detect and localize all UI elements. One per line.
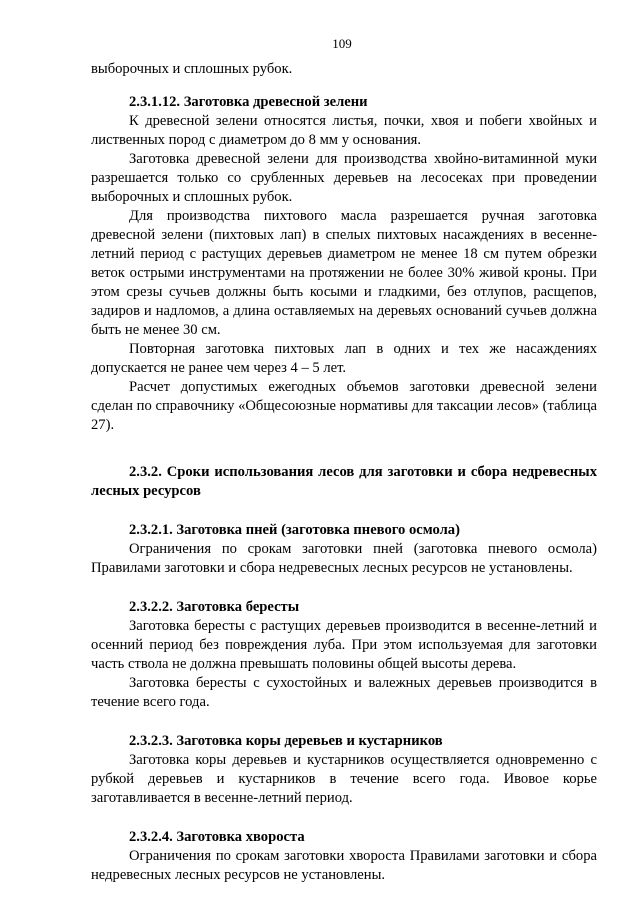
paragraph: К древесной зелени относятся листья, почки, хвоя и побеги хвойных и лиственных пород с диаметром до 8 мм у основания. — [91, 113, 597, 148]
paragraph: Для производства пихтового масла разрешается ручная заготовка древесной зелени (пихтовых лап) в спелых пихтовых насаждениях в весенне-летний период с растущих деревьев диаметром не менее 18 см путем обрезки веток острыми инструментами на протяжении не более 30% живой кроны. При этом срезы сучьев должны быть косыми и гладкими, без отлупов, расщепов, задиров и надломов, а длина оставляемых на деревьях оснований сучьев должна быть не менее 30 см. — [91, 208, 597, 338]
paragraph: Ограничения по срокам заготовки пней (заготовка пневого осмола) Правилами заготовки и сбора недревесных лесных ресурсов не установлены. — [91, 541, 597, 576]
section-heading: 2.3.2. Сроки использования лесов для заготовки и сбора недревесных лесных ресурсов — [91, 464, 597, 499]
paragraph: Расчет допустимых ежегодных объемов заготовки древесной зелени сделан по справочнику «Общесоюзные нормативы для таксации лесов» (таблица 27). — [91, 379, 597, 433]
paragraph: Заготовка бересты с растущих деревьев производится в весенне-летний и осенний период без повреждения луба. При этом используемая для заготовки часть ствола не должна превышать половины общей высоты дерева. — [91, 618, 597, 672]
paragraph: Повторная заготовка пихтовых лап в одних и тех же насаждениях допускается не ранее чем через 4 – 5 лет. — [91, 341, 597, 376]
page-number: 109 — [332, 36, 352, 51]
section-heading: 2.3.2.4. Заготовка хвороста — [129, 829, 305, 845]
section-heading: 2.3.2.1. Заготовка пней (заготовка пневого осмола) — [129, 522, 460, 538]
section-heading: 2.3.2.2. Заготовка бересты — [129, 599, 300, 615]
section-heading: 2.3.2.3. Заготовка коры деревьев и кустарников — [129, 733, 443, 749]
section-heading: 2.3.1.12. Заготовка древесной зелени — [129, 94, 368, 110]
paragraph: Заготовка коры деревьев и кустарников осуществляется одновременно с рубкой деревьев и кустарников в течение всего года. Ивовое корье заготавливается в весенне-летний период. — [91, 752, 597, 806]
paragraph: Заготовка древесной зелени для производства хвойно-витаминной муки разрешается только со срубленных деревьев на лесосеках при проведении выборочных и сплошных рубок. — [91, 151, 597, 205]
document-page — [91, 36, 597, 885]
paragraph: Ограничения по срокам заготовки хвороста Правилами заготовки и сбора недревесных лесных ресурсов не установлены. — [91, 848, 597, 883]
paragraph: Заготовка бересты с сухостойных и валежных деревьев производится в течение всего года. — [91, 675, 597, 710]
continuation-text: выборочных и сплошных рубок. — [91, 61, 293, 77]
